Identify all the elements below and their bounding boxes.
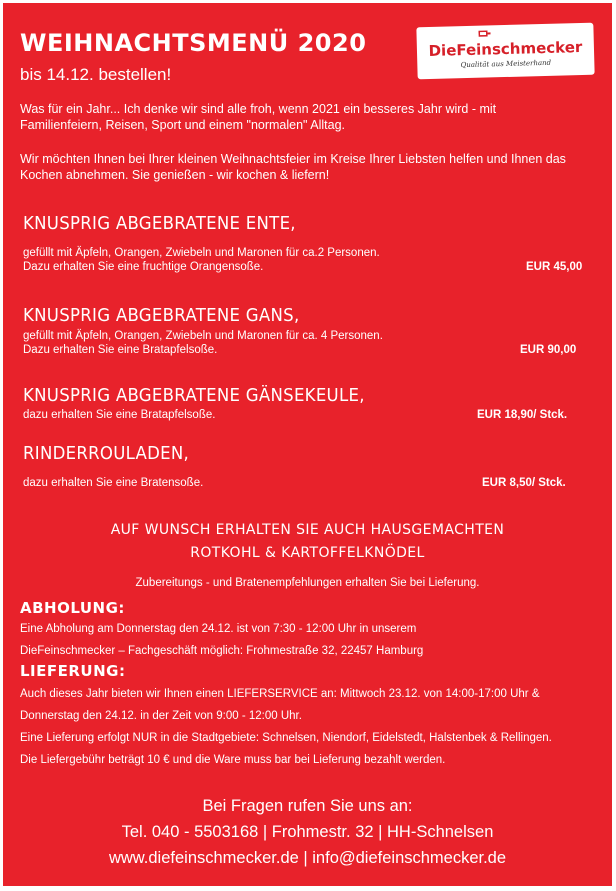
page-title: WEIHNACHTSMENÜ 2020 (20, 29, 367, 57)
dish-name: KNUSPRIG ABGEBRATENE GÄNSEKEULE, (23, 385, 365, 406)
dish-name: KNUSPRIG ABGEBRATENE GANS, (23, 305, 300, 326)
dish-description: dazu erhalten Sie eine Bratensoße. (23, 477, 204, 489)
extras-line: ROTKOHL & KARTOFFELKNÖDEL (190, 545, 425, 561)
menu-flyer (3, 3, 612, 886)
contact-block (3, 793, 612, 871)
pickup-heading: ABHOLUNG: (20, 599, 125, 617)
extras-line: AUF WUNSCH ERHALTEN SIE AUCH HAUSGEMACHTEN (110, 522, 505, 538)
website-link[interactable]: www.diefeinschmecker.de (108, 849, 299, 867)
pickup-line: Eine Abholung am Donnerstag den 24.12. ist von 7:30 - 12:00 Uhr in unserem (20, 623, 417, 635)
dish-description: Dazu erhalten Sie eine Bratapfelsoße. (23, 344, 218, 356)
delivery-line: Eine Lieferung erfolgt NUR in die Stadtgebiete: Schnelsen, Niendorf, Eidelstedt, Halstenbek & Rellingen. (20, 732, 552, 744)
dish-description: Dazu erhalten Sie eine fruchtige Orangensoße. (23, 261, 264, 273)
dish-description: gefüllt mit Äpfeln, Orangen, Zwiebeln und Maronen für ca.2 Personen. (23, 247, 380, 259)
dish-price: EUR 18,90/ Stck. (477, 409, 568, 421)
delivery-line: Die Liefergebühr beträgt 10 € und die Ware muss bar bei Lieferung bezahlt werden. (20, 754, 446, 766)
dish-price: EUR 45,00 (526, 261, 583, 273)
delivery-text (20, 683, 605, 771)
email-link[interactable]: info@diefeinschmecker.de (312, 849, 507, 867)
intro-paragraph: Was für ein Jahr... Ich denke wir sind alle froh, wenn 2021 ein besseres Jahr wird - mit Familienfeiern, Reisen, Sport und einem "normalen" Alltag. (20, 102, 497, 132)
dish-name: KNUSPRIG ABGEBRATENE ENTE, (23, 213, 296, 234)
knife-flag-icon (478, 29, 490, 38)
contact-prompt: Bei Fragen rufen Sie uns an: (202, 797, 413, 815)
delivery-line: Donnerstag den 24.12. in der Zeit von 9:00 - 12:00 Uhr. (20, 710, 302, 722)
logo-tagline: Qualität aus Meisterhand (460, 58, 552, 70)
contact-address: Tel. 040 - 5503168 | Frohmestr. 32 | HH-Schnelsen (121, 823, 494, 841)
delivery-heading: LIEFERUNG: (20, 662, 126, 680)
pickup-text (20, 618, 605, 662)
dish-price: EUR 90,00 (520, 344, 577, 356)
extras-note: Zubereitungs - und Bratenempfehlungen erhalten Sie bei Lieferung. (135, 577, 480, 589)
contact-separator: | (298, 849, 313, 867)
pickup-line: DieFeinschmecker – Fachgeschäft möglich: Frohmestraße 32, 22457 Hamburg (20, 645, 424, 657)
contact-web-line (3, 845, 612, 871)
intro-paragraph: Wir möchten Ihnen bei Ihrer kleinen Weihnachtsfeier im Kreise Ihrer Liebsten helfen und Ihnen das Kochen abnehmen. Sie genießen - wir kochen & liefern! (20, 152, 566, 182)
dish-description: dazu erhalten Sie eine Bratapfelsoße. (23, 409, 216, 421)
brand-logo (416, 23, 594, 80)
dish-description: gefüllt mit Äpfeln, Orangen, Zwiebeln und Maronen für ca. 4 Personen. (23, 330, 383, 342)
dish-price: EUR 8,50/ Stck. (482, 477, 566, 489)
delivery-line: Auch dieses Jahr bieten wir Ihnen einen LIEFERSERVICE an: Mittwoch 23.12. von 14:00-17:00 Uhr & (20, 688, 540, 700)
order-deadline: bis 14.12. bestellen! (20, 65, 172, 84)
logo-name: DieFeinschmecker (428, 37, 583, 61)
dish-name: RINDERROULADEN, (23, 443, 190, 464)
